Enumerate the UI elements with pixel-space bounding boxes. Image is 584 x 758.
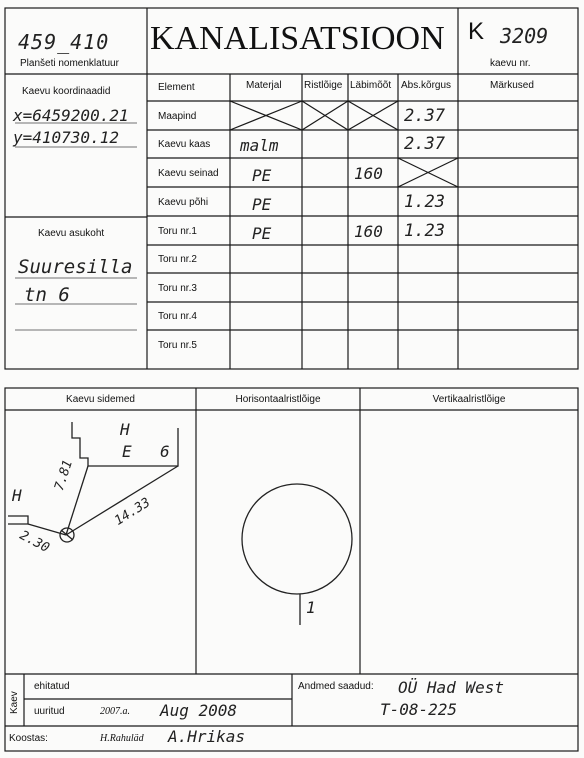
built-label: ehitatud <box>34 681 70 692</box>
tie-distance-3: 2.30 <box>16 528 52 556</box>
horizontal-section-circle <box>242 484 352 594</box>
sketch-label-h-top: H <box>120 420 130 439</box>
header-cross: Ristlõige <box>304 80 343 91</box>
compiled-label: Koostas: <box>9 733 48 744</box>
compiled-typed: H.Rahuläd <box>100 733 144 744</box>
coord-y-value: y=410730.12 <box>13 128 119 147</box>
ties-section-title: Kaevu sidemed <box>66 394 135 405</box>
tie-distance-1: 7.81 <box>52 458 76 493</box>
surveyed-typed: 2007.a. <box>100 706 130 717</box>
compiled-handwritten: A.Hrikas <box>168 727 246 746</box>
header-notes: Märkused <box>490 80 534 91</box>
page-title: KANALISATSIOON <box>150 20 445 57</box>
abs-value: 2.37 <box>404 134 445 154</box>
data-from-label: Andmed saadud: <box>298 681 374 692</box>
abs-value: 1.23 <box>404 192 445 212</box>
pipe-number-label: 1 <box>306 598 316 617</box>
header-abs: Abs.kõrgus <box>401 80 452 91</box>
row-element: Kaevu kaas <box>158 139 211 150</box>
coords-label: Kaevu koordinaadid <box>22 86 111 97</box>
header-material: Materjal <box>246 80 282 91</box>
building-left-outline <box>8 516 28 524</box>
location-line1: Suuresilla <box>18 256 133 278</box>
location-label: Kaevu asukoht <box>38 228 105 239</box>
location-line2: tn 6 <box>24 284 70 306</box>
well-label: kaevu nr. <box>490 58 531 69</box>
nomenclature-value: 459_410 <box>18 30 110 54</box>
row-element: Toru nr.2 <box>158 254 197 265</box>
row-element: Kaevu seinad <box>158 168 219 179</box>
row-element: Maapind <box>158 111 197 122</box>
diameter-value: 160 <box>354 164 383 183</box>
kaev-label: Kaev <box>9 691 20 714</box>
tie-distance-2: 14.33 <box>112 495 154 529</box>
row-element: Toru nr.5 <box>158 340 197 351</box>
abs-value: 1.23 <box>404 221 445 241</box>
horizontal-section-title: Horisontaalristlõige <box>235 394 321 405</box>
abs-value: 2.37 <box>404 106 445 126</box>
row-element: Toru nr.1 <box>158 226 197 237</box>
row-element: Kaevu põhi <box>158 197 209 208</box>
material-value: malm <box>240 136 279 155</box>
surveyed-label: uuritud <box>34 706 65 717</box>
row-element: Toru nr.4 <box>158 311 197 322</box>
data-from-line2: T-08-225 <box>380 700 458 719</box>
material-value: PE <box>252 195 272 214</box>
header-element: Element <box>158 82 195 93</box>
sketch-label-h-left: H <box>12 486 22 505</box>
data-from-line1: OÜ Had West <box>398 678 504 697</box>
sketch-label-six: 6 <box>160 442 170 461</box>
material-value: PE <box>252 166 272 185</box>
sketch-label-e: E <box>122 442 132 461</box>
well-prefix: K <box>468 18 485 45</box>
header-diameter: Läbimõõt <box>350 80 392 91</box>
row-element: Toru nr.3 <box>158 283 197 294</box>
diameter-value: 160 <box>354 222 383 241</box>
surveyed-handwritten: Aug 2008 <box>160 701 238 720</box>
material-value: PE <box>252 224 272 243</box>
vertical-section-title: Vertikaalristlõige <box>432 394 506 405</box>
nomenclature-label: Planšeti nomenklatuur <box>20 58 119 69</box>
coord-x-value: x=6459200.21 <box>13 106 129 125</box>
well-number: 3209 <box>500 24 549 48</box>
